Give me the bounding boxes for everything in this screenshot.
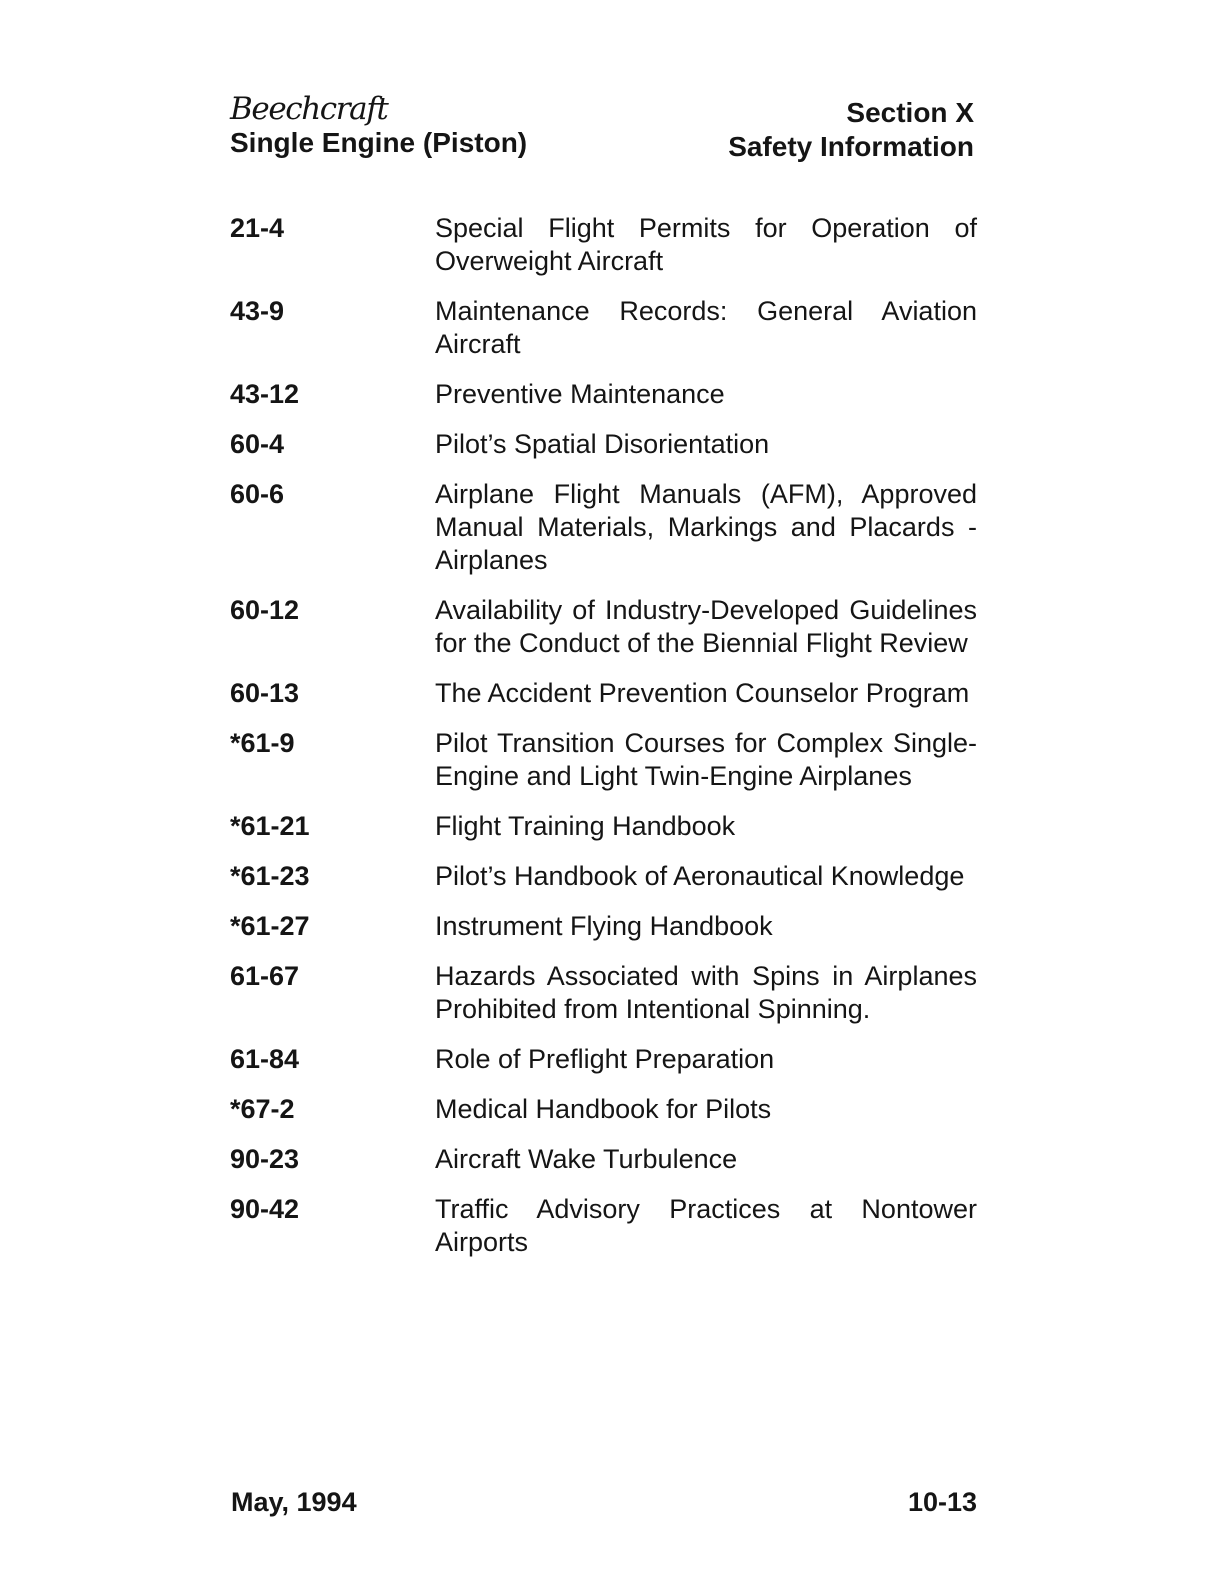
entry-code: 90-23: [230, 1144, 300, 1174]
entry-title: Availability of Industry-Developed Guidelines for the Conduct of the Biennial Flight Review: [435, 595, 977, 658]
list-item: [230, 212, 977, 278]
list-item: [230, 677, 977, 710]
entry-title: Special Flight Permits for Operation of Overweight Aircraft: [435, 213, 977, 276]
footer-date: May, 1994: [231, 1487, 357, 1517]
list-item: [230, 428, 977, 461]
document-subtitle: Single Engine (Piston): [230, 127, 528, 158]
entry-title: Pilot Transition Courses for Complex Single-Engine and Light Twin-Engine Airplanes: [435, 728, 977, 791]
entry-title: Medical Handbook for Pilots: [435, 1094, 772, 1124]
list-item: [230, 478, 977, 577]
list-item: [230, 910, 977, 943]
entry-title: Maintenance Records: General Aviation Aircraft: [435, 296, 977, 359]
list-item: [230, 1043, 977, 1076]
list-item: [230, 378, 977, 411]
entry-title: Pilot’s Spatial Disorientation: [435, 429, 770, 459]
entry-title: Hazards Associated with Spins in Airplanes Prohibited from Intentional Spinning.: [435, 961, 977, 1024]
entry-code: *61-27: [230, 911, 310, 941]
list-item: [230, 1193, 977, 1259]
list-item: [230, 1143, 977, 1176]
entry-title: Airplane Flight Manuals (AFM), Approved Manual Materials, Markings and Placards - Airplanes: [435, 479, 977, 575]
list-item: [230, 960, 977, 1026]
brand-logo: Beechcraft: [230, 91, 388, 127]
entry-code: 60-4: [230, 429, 285, 459]
entry-title: The Accident Prevention Counselor Program: [435, 678, 970, 708]
entry-title: Flight Training Handbook: [435, 811, 736, 841]
list-item: [230, 295, 977, 361]
header-left: [230, 92, 527, 160]
entry-code: *61-21: [230, 811, 310, 841]
entry-code: *61-23: [230, 861, 310, 891]
list-item: [230, 1093, 977, 1126]
entry-code: 43-12: [230, 379, 300, 409]
page-number: 10-13: [907, 1487, 977, 1517]
entry-title: Role of Preflight Preparation: [435, 1044, 775, 1074]
entry-code: 60-13: [230, 678, 300, 708]
entry-title: Preventive Maintenance: [435, 379, 725, 409]
entry-title: Aircraft Wake Turbulence: [435, 1144, 738, 1174]
list-item: [230, 810, 977, 843]
list-item: [230, 860, 977, 893]
entry-code: *67-2: [230, 1094, 295, 1124]
entry-code: 43-9: [230, 296, 285, 326]
entry-code: 21-4: [230, 213, 285, 243]
entry-code: 60-6: [230, 479, 285, 509]
section-title: Safety Information: [728, 131, 974, 162]
entry-code: 90-42: [230, 1194, 300, 1224]
list-item: [230, 727, 977, 793]
advisory-circular-list: [230, 212, 977, 1276]
entry-code: 61-67: [230, 961, 300, 991]
entry-code: 61-84: [230, 1044, 300, 1074]
entry-title: Traffic Advisory Practices at Nontower Airports: [435, 1194, 977, 1257]
entry-title: Instrument Flying Handbook: [435, 911, 773, 941]
entry-code: 60-12: [230, 595, 300, 625]
entry-code: *61-9: [230, 728, 295, 758]
entry-title: Pilot’s Handbook of Aeronautical Knowledge: [435, 861, 965, 891]
header-right: [728, 96, 974, 164]
section-label: Section X: [846, 97, 974, 128]
list-item: [230, 594, 977, 660]
